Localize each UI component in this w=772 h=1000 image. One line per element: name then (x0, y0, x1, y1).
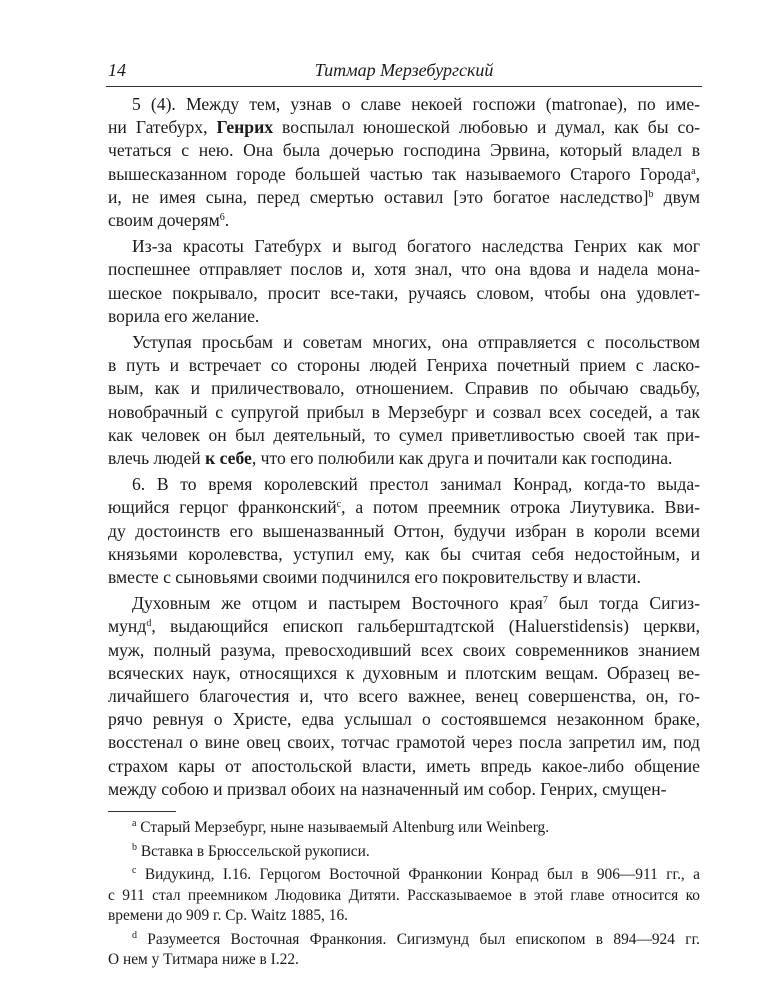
text-segment: , что его полюбили как друга и почитали как господина. (251, 448, 673, 469)
text-segment: времени до 909 г. Ср. Waitz 1885, 16. (108, 907, 348, 925)
text-segment: влечь людей (108, 448, 206, 469)
text-line (108, 543, 700, 566)
text-segment: ворила его желание. (108, 305, 260, 326)
text-segment: был тогда Сигиз- (547, 593, 700, 614)
text-segment: ющийся герцог франконский (108, 497, 337, 518)
text-line (108, 305, 700, 328)
text-line (108, 865, 700, 886)
text-segment: Разумеется Восточная Франкония. Сигизмунд был епископом в 894—924 гг. (137, 930, 700, 948)
footnote-marker: a (691, 165, 696, 177)
footnote-marker: b (648, 188, 654, 200)
paragraph (108, 473, 700, 589)
text-segment: , (695, 163, 700, 184)
text-line (108, 258, 700, 281)
text-line (108, 685, 700, 708)
text-segment: вым, как и приличествовало, отношением. Справив по обычаю свадьбу, (108, 378, 700, 399)
text-line (108, 886, 700, 907)
page-number: 14 (108, 60, 126, 80)
text-line (108, 842, 700, 863)
paragraph (108, 93, 700, 232)
text-line (108, 755, 700, 778)
text-line (108, 424, 700, 447)
text-segment: ду достоинств его вышеназванный Оттон, будучи избран в короли всеми (108, 520, 700, 541)
text-line (108, 354, 700, 377)
text-line (108, 209, 700, 232)
text-line (108, 186, 700, 209)
text-line (108, 778, 700, 801)
text-line (108, 566, 700, 589)
text-segment: двум (653, 186, 700, 207)
text-segment: , а потом преемник отрока Лиутувика. Вви- (341, 497, 700, 518)
bold-text: Генрих (216, 117, 274, 138)
text-segment: вместе с сыновьями своими подчинился его покровительству и власти. (108, 567, 641, 588)
text-segment: , выдающийся епископ гальберштадтской (Haluerstidensis) церкви, (151, 616, 700, 637)
text-segment: личайшего благочестия и, что всего важнее, венец совершенства, он, го- (108, 686, 700, 707)
text-segment: рячо ревнуя о Христе, едва услышал о состоявшемся незаконном браке, (108, 709, 700, 730)
text-segment: О нем у Титмара ниже в I.22. (108, 951, 299, 969)
text-segment: с 911 стал преемником Людовика Дитяти. Рассказываемое в этой главе относится ко (108, 886, 700, 904)
text-segment: между собою и призвал обоих на назначенный им собор. Генрих, смущен- (108, 778, 667, 799)
text-line (108, 116, 700, 139)
footnote (108, 930, 700, 971)
text-segment: Духовным же отцом и пастырем Восточного края (132, 593, 543, 614)
running-title: Титмар Мерзебургский (314, 60, 494, 80)
bold-text: к себе (205, 448, 252, 469)
text-line (108, 930, 700, 951)
text-segment: 5 (4). Между тем, узнав о славе некоей госпожи (matronae), по име- (132, 94, 700, 114)
text-line (108, 401, 700, 424)
footnote-marker: 7 (542, 595, 548, 607)
text-line (108, 93, 700, 116)
text-line (108, 235, 700, 258)
text-line (108, 163, 700, 186)
footnote-marker: d (146, 618, 152, 630)
text-line (108, 520, 700, 543)
text-line (108, 473, 700, 496)
footnote (108, 818, 700, 839)
text-segment: новобрачный с супругой прибыл в Мерзебург и созвал всех соседей, а так (108, 401, 700, 422)
text-line (108, 139, 700, 162)
text-line (108, 592, 700, 615)
text-segment: в путь и встречает со стороны людей Генриха почетный прием с ласко- (108, 355, 700, 376)
text-segment: Старый Мерзебург, ныне называемый Altenburg или Weinberg. (136, 819, 550, 837)
text-line (108, 639, 700, 662)
text-line (108, 496, 700, 519)
text-line (108, 331, 700, 354)
page (106, 56, 702, 971)
text-line (108, 377, 700, 400)
footnote-marker: a (132, 818, 137, 830)
text-segment: четаться с нею. Она была дочерью господина Эрвина, который владел в (108, 140, 700, 161)
text-line (108, 282, 700, 305)
text-segment: мунд (108, 616, 147, 637)
paragraph (108, 592, 700, 801)
paragraph (108, 235, 700, 328)
text-segment: . (224, 210, 230, 231)
text-segment: князьями королевства, уступил ему, как бы считая себя недостойным, и (108, 543, 700, 564)
text-line (108, 906, 700, 927)
text-segment: восстенал о вине овец своих, тотчас грамотой через посла запретил им, под (108, 732, 700, 753)
text-segment: поспешнее отправляет послов и, хотя знал, что она вдова и надела мона- (108, 259, 700, 280)
footnote (108, 842, 700, 863)
text-line (108, 447, 700, 470)
text-segment: вышесказанном городе большей частью так называемого Старого Города (108, 163, 692, 184)
text-segment: ни Гатебурх, (108, 117, 217, 138)
text-segment: 6. В то время королевский престол занимал Конрад, когда-то выда- (132, 474, 700, 495)
footnotes (108, 818, 700, 971)
text-segment: воспылал юношеской любовью и думал, как бы со- (273, 117, 700, 138)
footnote (108, 865, 700, 927)
footnote-marker: c (336, 499, 342, 511)
text-line (108, 731, 700, 754)
text-segment: Из-за красоты Гатебурх и выгод богатого наследства Генрих как мог (132, 236, 700, 257)
text-line (108, 950, 700, 971)
text-segment: шеское покрывало, просит все-таки, ручаясь словом, чтобы она удовлет- (108, 282, 700, 303)
text-segment: Уступая просьбам и советам многих, она отправляется с посольством (132, 332, 700, 353)
running-header (106, 56, 702, 87)
text-segment: и, не имея сына, перед смертью оставил [это богатое наследство] (108, 186, 649, 207)
text-line (108, 818, 700, 839)
text-segment: всяческих наук, относящихся к духовным и плотским вещам. Образец ве- (108, 662, 700, 683)
footnote-marker: d (132, 929, 137, 941)
text-segment: муж, полный разума, превосходивший всех своих современников знанием (108, 639, 700, 660)
main-text (108, 93, 700, 801)
footnote-marker: b (132, 841, 137, 853)
text-segment: Видукинд, I.16. Герцогом Восточной Франконии Конрад был в 906—911 гг., а (136, 866, 700, 884)
text-line (108, 662, 700, 685)
text-line (108, 708, 700, 731)
text-segment: своим дочерям (108, 210, 220, 231)
text-segment: как человек он был деятельный, то сумел приветливостью своей так при- (108, 424, 700, 445)
paragraph (108, 331, 700, 470)
text-segment: Вставка в Брюссельской рукописи. (137, 842, 370, 860)
footnote-divider (108, 811, 176, 812)
text-segment: страхом кары от апостольской власти, иметь впредь какое-либо общение (108, 755, 700, 776)
footnote-marker: 6 (219, 212, 225, 224)
footnote-marker: c (132, 865, 137, 877)
text-line (108, 615, 700, 638)
